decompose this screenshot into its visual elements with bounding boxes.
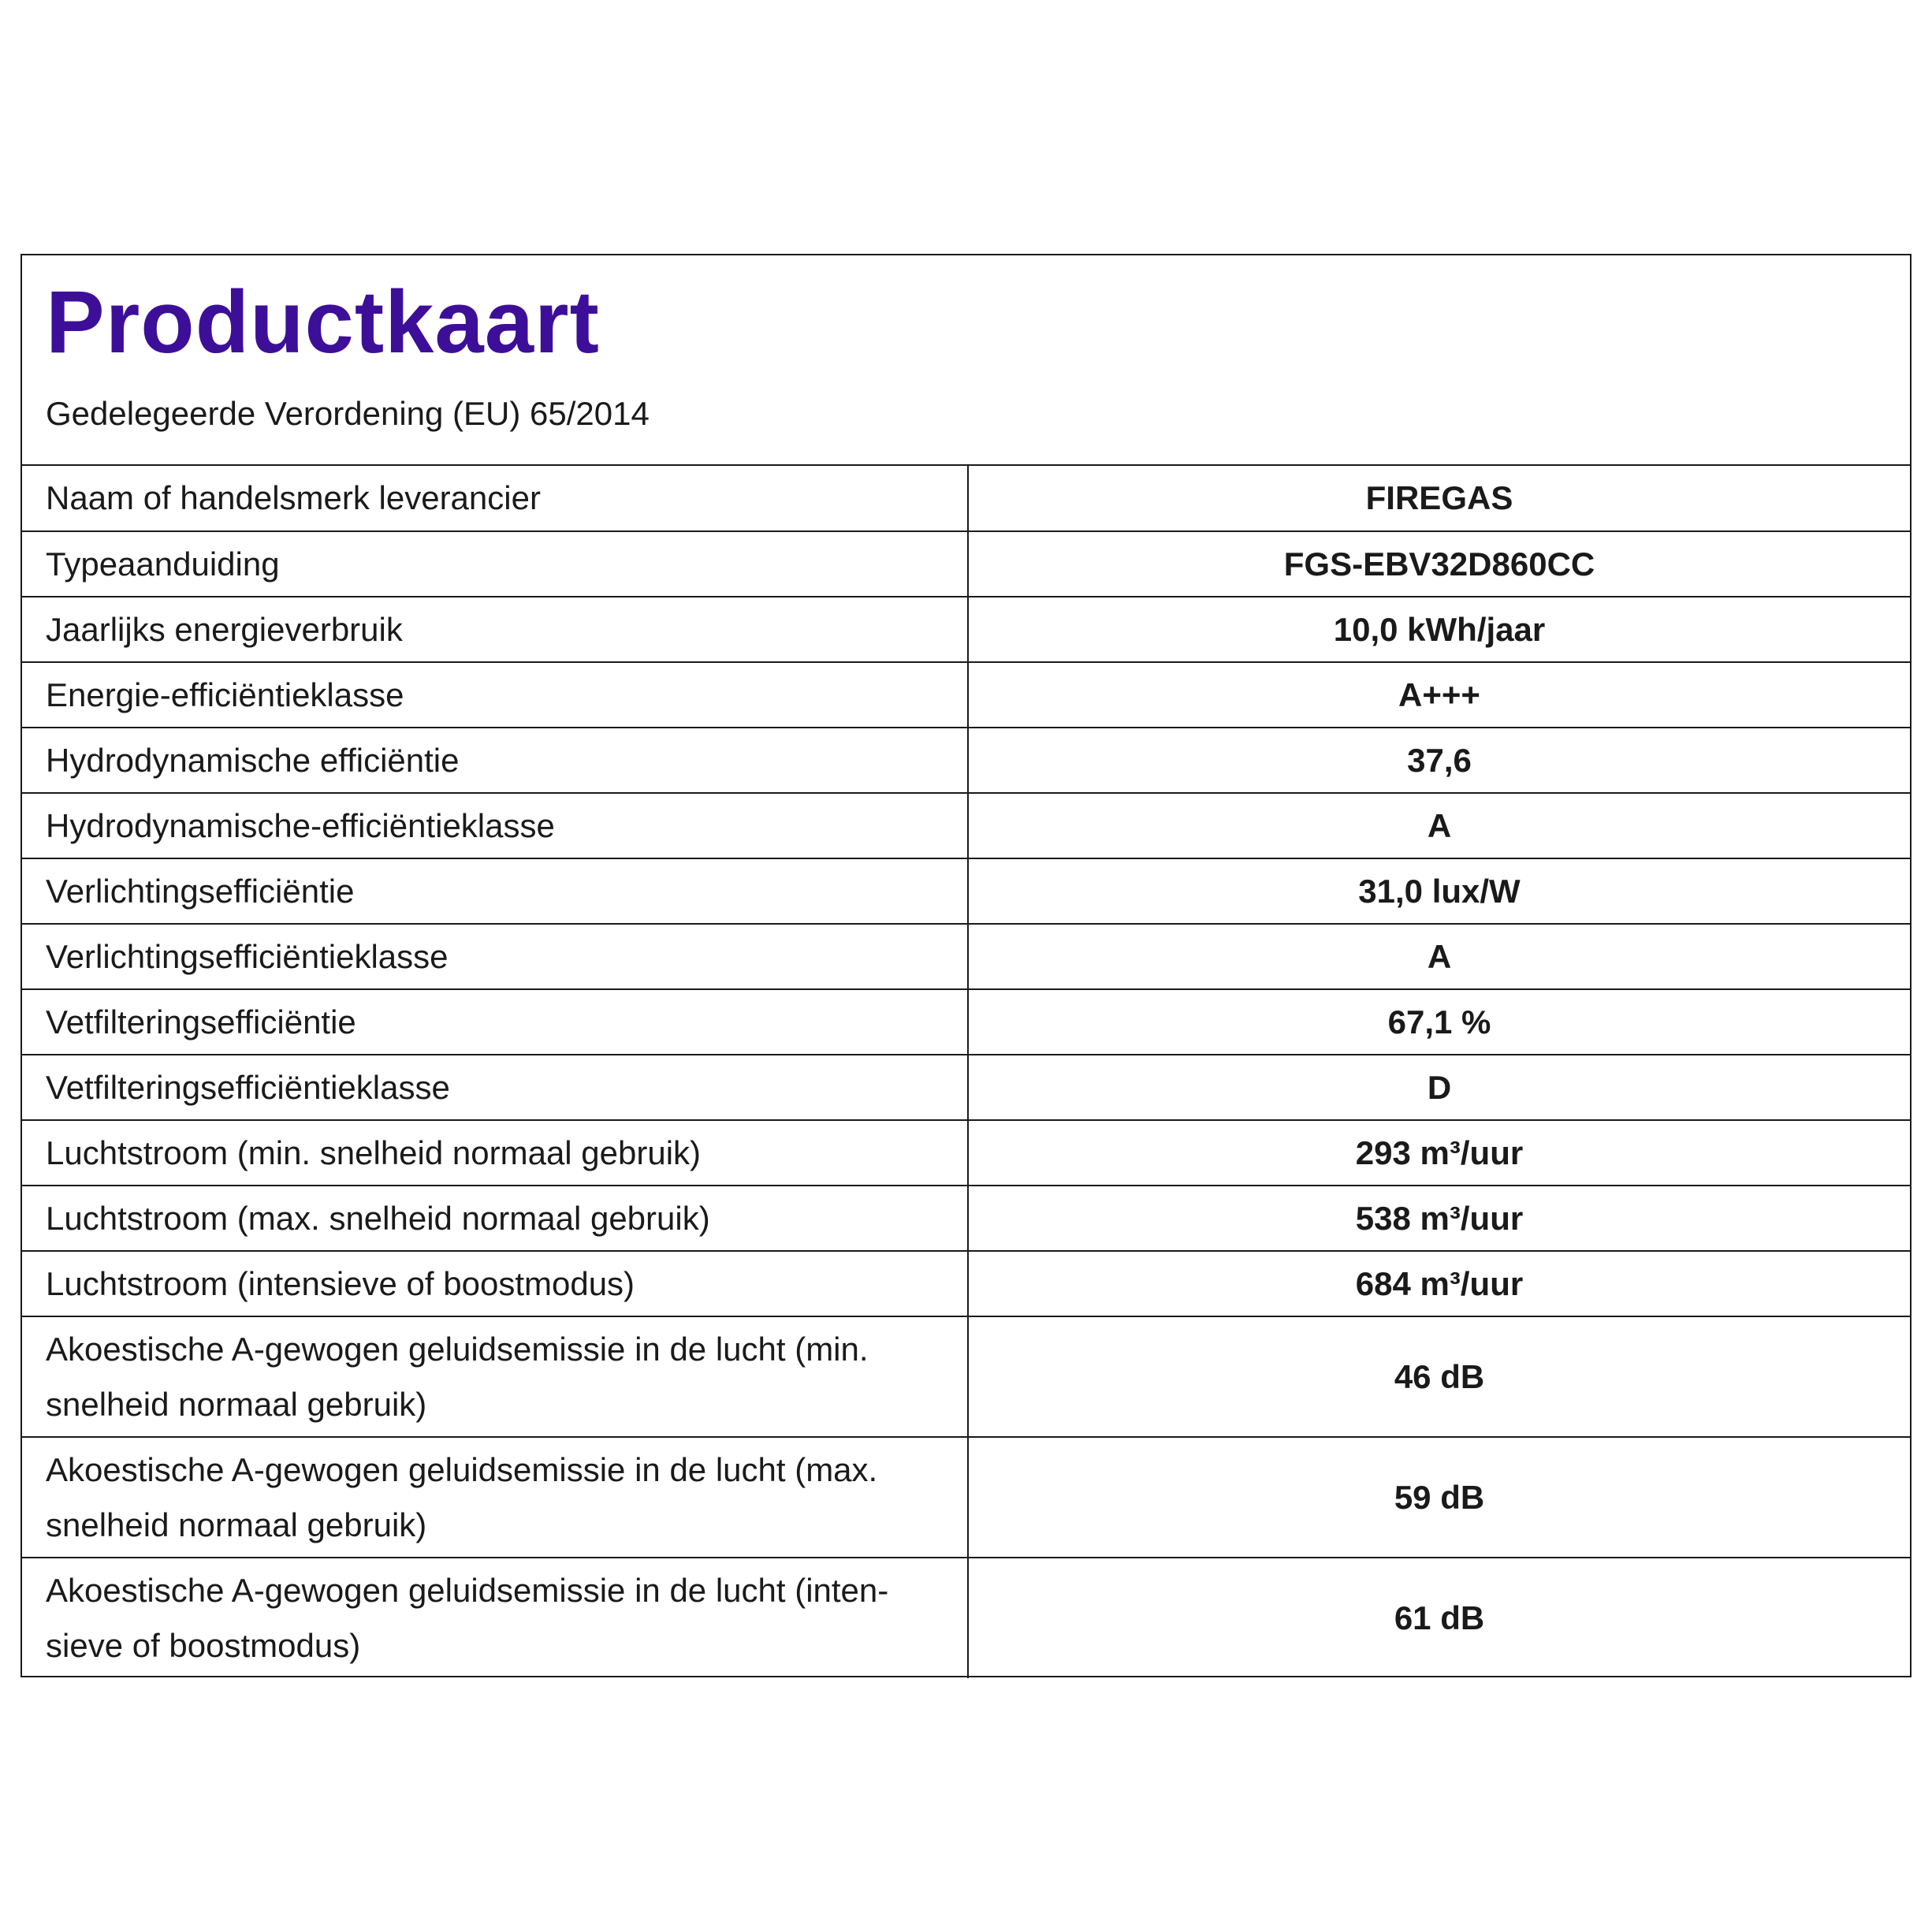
table-row bbox=[22, 1186, 1910, 1251]
row-label: Luchtstroom (intensieve of boostmodus) bbox=[22, 1251, 968, 1316]
row-value: 37,6 bbox=[968, 728, 1910, 793]
row-value: FIREGAS bbox=[968, 466, 1910, 531]
row-value: A+++ bbox=[968, 662, 1910, 728]
table-row bbox=[22, 728, 1910, 793]
table-row bbox=[22, 1437, 1910, 1558]
table-row bbox=[22, 793, 1910, 858]
row-value: A bbox=[968, 793, 1910, 858]
row-value: 293 m³/uur bbox=[968, 1120, 1910, 1186]
table-row bbox=[22, 1055, 1910, 1120]
row-label: Akoestische A-gewogen geluidsemissie in de lucht (min. snelheid normaal gebruik) bbox=[22, 1316, 968, 1437]
row-label: Luchtstroom (max. snelheid normaal gebruik) bbox=[22, 1186, 968, 1251]
row-value: 10,0 kWh/jaar bbox=[968, 597, 1910, 662]
row-value: 59 dB bbox=[968, 1437, 1910, 1558]
table-row bbox=[22, 1316, 1910, 1437]
table-row bbox=[22, 858, 1910, 924]
row-value: D bbox=[968, 1055, 1910, 1120]
row-value: 46 dB bbox=[968, 1316, 1910, 1437]
row-value: 538 m³/uur bbox=[968, 1186, 1910, 1251]
row-label: Akoestische A-gewogen geluidsemissie in de lucht (max. snelheid normaal gebruik) bbox=[22, 1437, 968, 1558]
table-row bbox=[22, 1251, 1910, 1316]
table-row bbox=[22, 466, 1910, 531]
row-label: Verlichtingsefficiëntie bbox=[22, 858, 968, 924]
row-label: Typeaanduiding bbox=[22, 531, 968, 597]
row-value: 61 dB bbox=[968, 1558, 1910, 1678]
card-header bbox=[22, 255, 1910, 466]
table-row bbox=[22, 989, 1910, 1055]
table-row bbox=[22, 662, 1910, 728]
product-card bbox=[20, 254, 1912, 1677]
table-row bbox=[22, 1120, 1910, 1186]
row-label: Vetfilteringsefficiëntieklasse bbox=[22, 1055, 968, 1120]
page-title: Productkaart bbox=[46, 273, 600, 371]
row-label: Hydrodynamische efficiëntie bbox=[22, 728, 968, 793]
row-value: 67,1 % bbox=[968, 989, 1910, 1055]
table-row bbox=[22, 924, 1910, 989]
row-label: Vetfilteringsefficiëntie bbox=[22, 989, 968, 1055]
row-label: Akoestische A-gewogen geluidsemissie in de lucht (inten-sieve of boostmodus) bbox=[22, 1558, 968, 1678]
row-value: FGS-EBV32D860CC bbox=[968, 531, 1910, 597]
table-row bbox=[22, 1558, 1910, 1678]
spec-table bbox=[22, 466, 1910, 1678]
regulation-subtitle: Gedelegeerde Verordening (EU) 65/2014 bbox=[46, 395, 650, 432]
table-row bbox=[22, 531, 1910, 597]
table-row bbox=[22, 597, 1910, 662]
row-label: Luchtstroom (min. snelheid normaal gebruik) bbox=[22, 1120, 968, 1186]
row-label: Hydrodynamische-efficiëntieklasse bbox=[22, 793, 968, 858]
row-label: Energie-efficiëntieklasse bbox=[22, 662, 968, 728]
row-label: Naam of handelsmerk leverancier bbox=[22, 466, 968, 531]
row-value: A bbox=[968, 924, 1910, 989]
row-label: Verlichtingsefficiëntieklasse bbox=[22, 924, 968, 989]
row-value: 684 m³/uur bbox=[968, 1251, 1910, 1316]
row-value: 31,0 lux/W bbox=[968, 858, 1910, 924]
row-label: Jaarlijks energieverbruik bbox=[22, 597, 968, 662]
